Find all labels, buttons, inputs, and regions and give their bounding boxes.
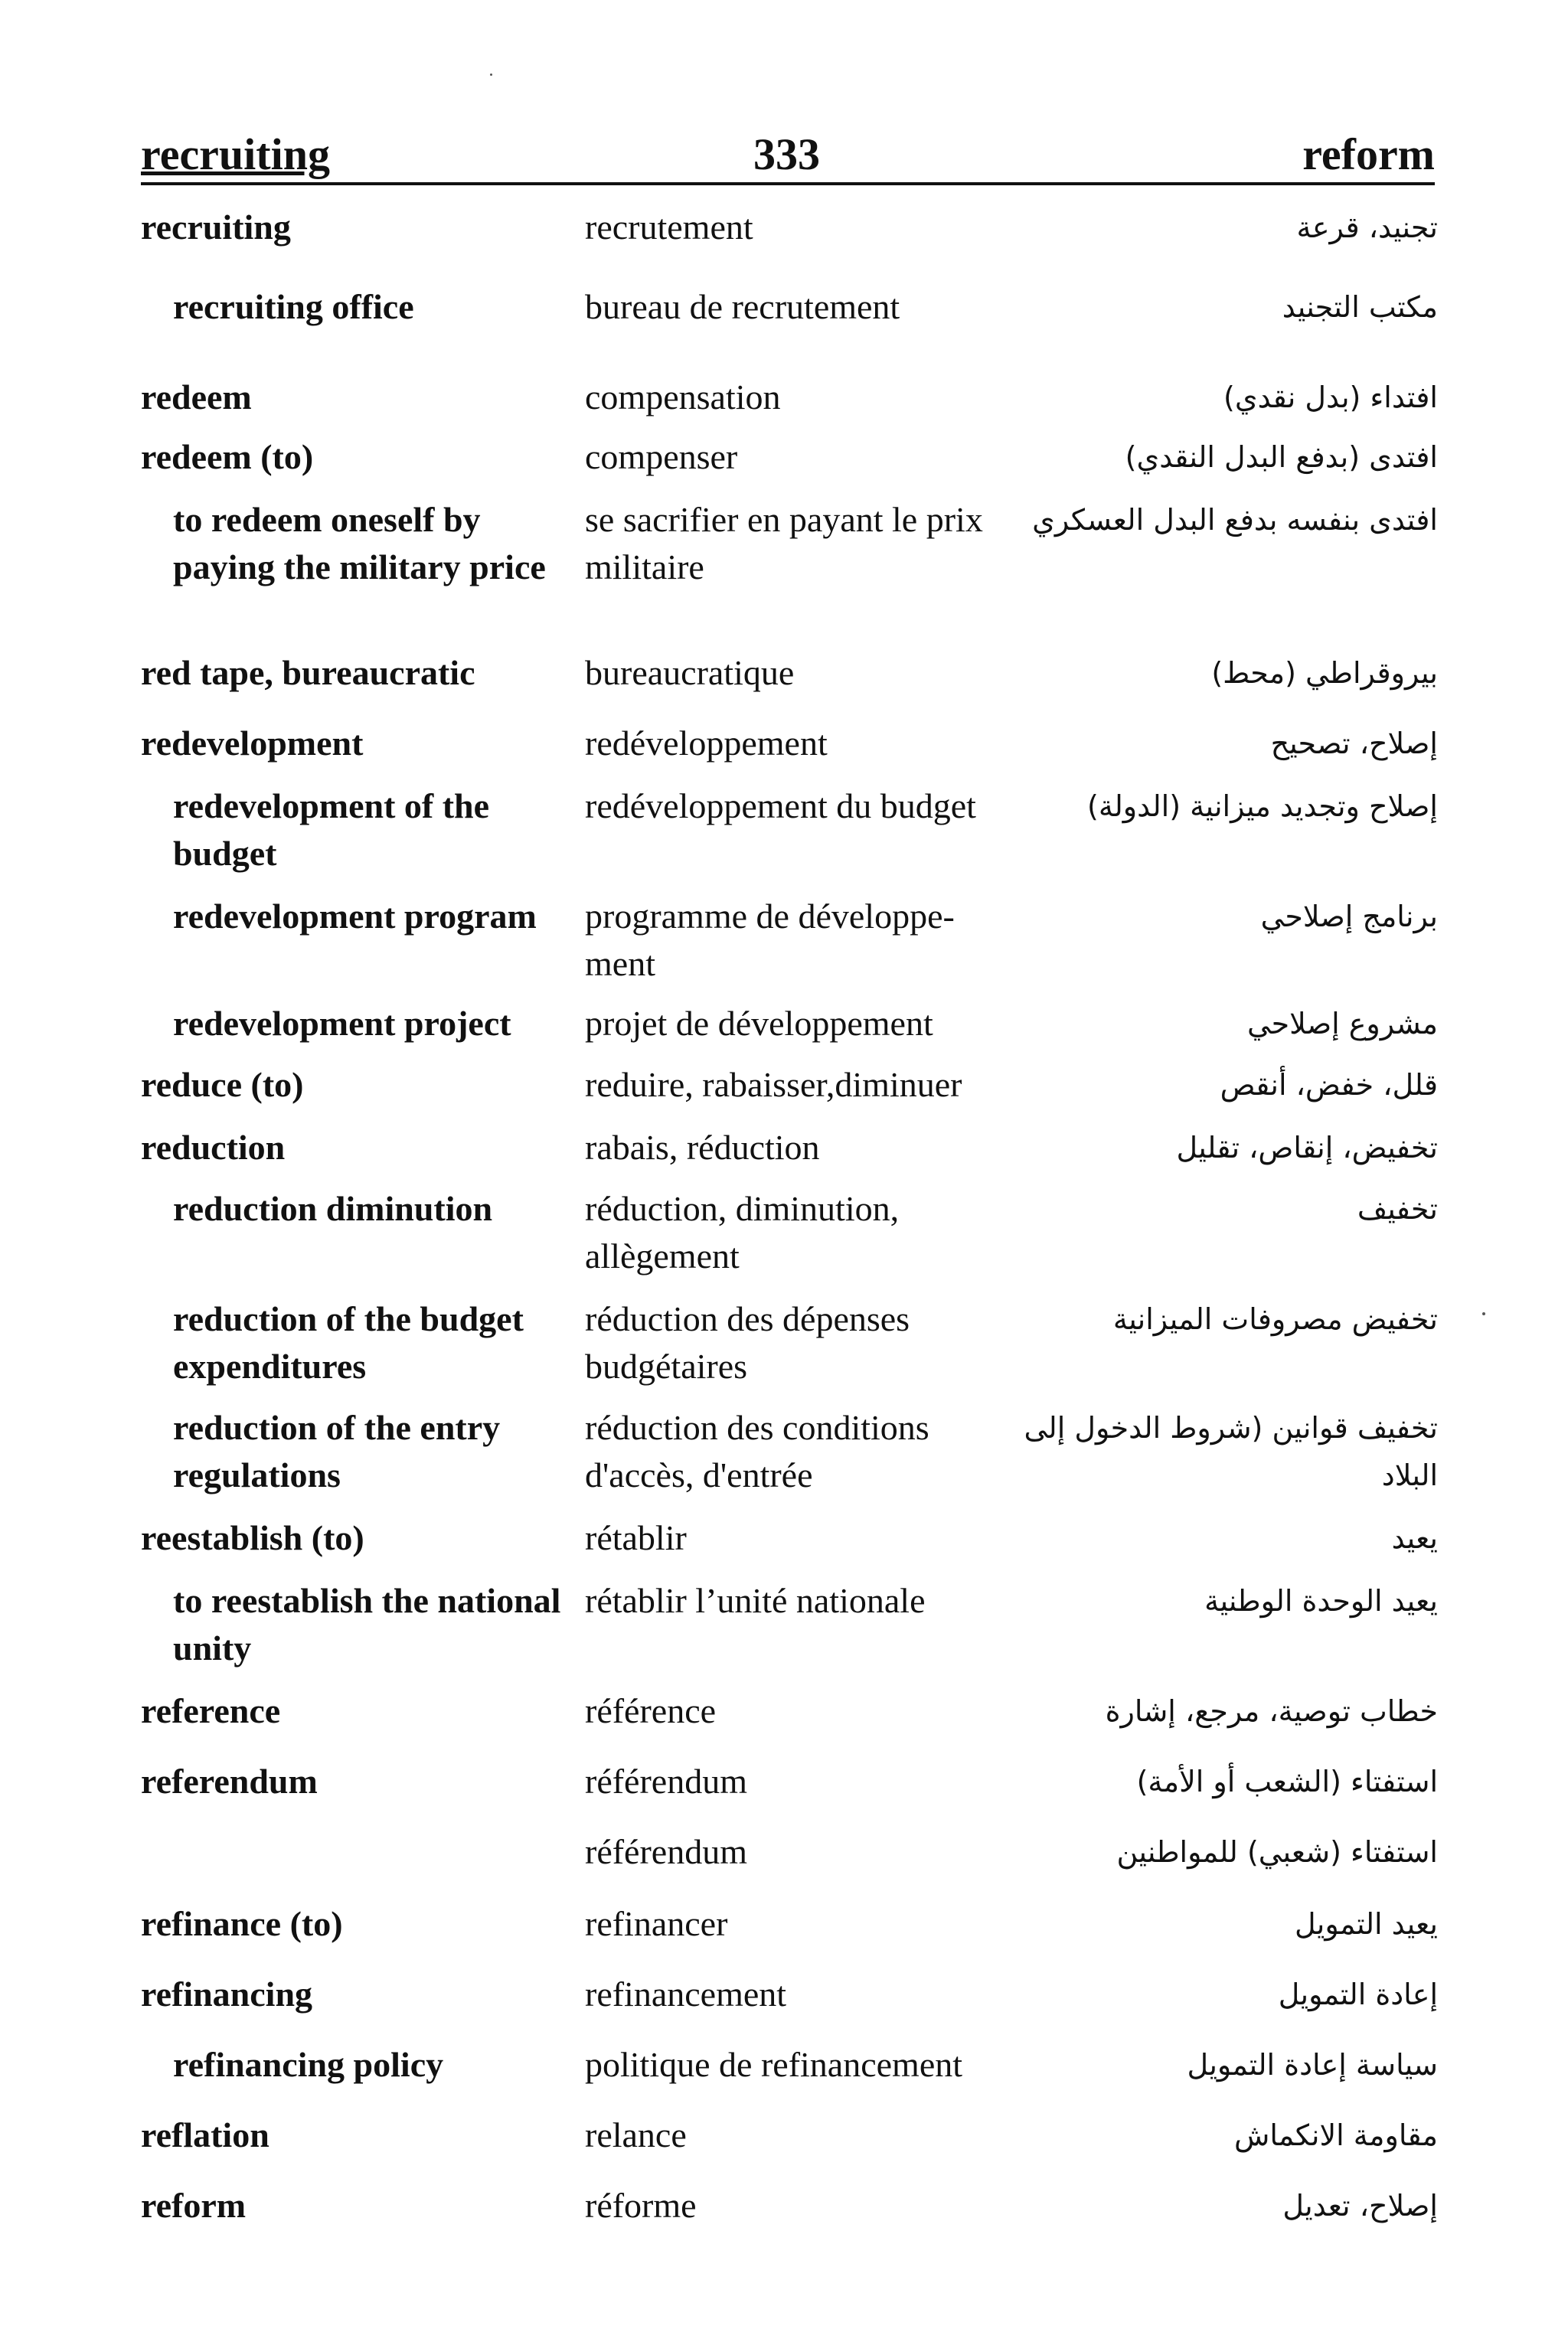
french-term: réforme bbox=[585, 2186, 697, 2225]
arabic-term: إصلاح وتجديد ميزانية (الدولة) bbox=[1087, 789, 1438, 823]
arabic-term: يعيد الوحدة الوطنية bbox=[1204, 1584, 1438, 1618]
english-term: redeem bbox=[141, 377, 252, 416]
arabic-term: مشروع إصلاحي bbox=[1247, 1007, 1438, 1040]
english-term: to redeem oneself by paying the military price bbox=[173, 500, 546, 586]
arabic-term: افتدى بنفسه بدفع البدل العسكري bbox=[1032, 503, 1438, 537]
arabic-term: إعادة التمويل bbox=[1278, 1978, 1438, 2011]
arabic-term: افتداء (بدل نقدي) bbox=[1223, 381, 1438, 414]
english-term: redevelopment program bbox=[173, 897, 537, 936]
french-term: bureau de recrutement bbox=[585, 287, 900, 326]
english-term: reduce (to) bbox=[141, 1065, 304, 1104]
french-term: politique de refinancement bbox=[585, 2045, 963, 2084]
french-term: programme de développe-ment bbox=[585, 897, 955, 983]
arabic-term: تخفيف bbox=[1357, 1192, 1438, 1226]
arabic-term: مكتب التجنيد bbox=[1282, 290, 1438, 324]
french-term: redéveloppement bbox=[585, 724, 828, 763]
header-last-word: reform bbox=[1302, 129, 1435, 179]
french-term: rabais, réduction bbox=[585, 1128, 820, 1167]
arabic-term: يعيد التمويل bbox=[1295, 1907, 1438, 1941]
english-term: to reestablish the national unity bbox=[173, 1581, 561, 1667]
french-term: référendum bbox=[585, 1762, 747, 1801]
french-term: réduction, diminution, allègement bbox=[585, 1189, 900, 1276]
arabic-term: تجنيد، قرعة bbox=[1296, 211, 1438, 244]
french-term: redéveloppement du budget bbox=[585, 786, 976, 825]
arabic-term: افتدى (بدفع البدل النقدي) bbox=[1125, 440, 1438, 474]
arabic-term: إصلاح، تعديل bbox=[1282, 2189, 1438, 2223]
arabic-term: بيروقراطي (محط) bbox=[1211, 656, 1438, 690]
french-term: relance bbox=[585, 2115, 687, 2154]
arabic-term: يعيد bbox=[1391, 1521, 1438, 1555]
english-term: redeem (to) bbox=[141, 437, 314, 476]
arabic-term: تخفيف قوانين (شروط الدخول إلى البلاد bbox=[1024, 1411, 1438, 1492]
french-term: rétablir l’unité nationale bbox=[585, 1581, 926, 1620]
arabic-term: استفتاء (شعبي) للمواطنين bbox=[1116, 1835, 1438, 1869]
french-term: recrutement bbox=[585, 207, 753, 247]
english-term: redevelopment project bbox=[173, 1004, 511, 1043]
french-term: se sacrifier en payant le prix militaire bbox=[585, 500, 983, 586]
french-term: référence bbox=[585, 1691, 717, 1730]
french-term: projet de développement bbox=[585, 1004, 933, 1043]
french-term: réduction des dépenses budgétaires bbox=[585, 1299, 910, 1386]
english-term: red tape, bureaucratic bbox=[141, 653, 475, 692]
french-term: bureaucratique bbox=[585, 653, 795, 692]
scan-speck bbox=[490, 73, 492, 76]
arabic-term: برنامج إصلاحي bbox=[1260, 900, 1438, 933]
header-first-word: recruiting bbox=[141, 129, 330, 179]
french-term: référendum bbox=[585, 1832, 747, 1871]
french-term: reduire, rabaisser,diminuer bbox=[585, 1065, 962, 1104]
scan-speck bbox=[1482, 1312, 1485, 1315]
english-term: redevelopment of the budget bbox=[173, 786, 490, 873]
arabic-term: خطاب توصية، مرجع، إشارة bbox=[1105, 1694, 1438, 1728]
english-term: redevelopment bbox=[141, 724, 364, 763]
arabic-term: تخفيض، إنقاص، تقليل bbox=[1176, 1131, 1438, 1164]
arabic-term: إصلاح، تصحيح bbox=[1270, 727, 1438, 760]
english-term: recruiting office bbox=[173, 287, 414, 326]
english-term: reduction bbox=[141, 1128, 286, 1167]
english-term: reference bbox=[141, 1691, 281, 1730]
arabic-term: تخفيض مصروفات الميزانية bbox=[1112, 1302, 1438, 1336]
english-term: recruiting bbox=[141, 207, 291, 247]
french-term: réduction des conditions d'accès, d'entrée bbox=[585, 1408, 929, 1494]
header-rule bbox=[141, 182, 1435, 185]
english-term: reestablish (to) bbox=[141, 1518, 364, 1557]
french-term: compensation bbox=[585, 377, 781, 416]
french-term: refinancement bbox=[585, 1975, 787, 2014]
english-term: reform bbox=[141, 2186, 247, 2225]
english-term: refinancing bbox=[141, 1975, 313, 2014]
french-term: refinancer bbox=[585, 1904, 728, 1943]
english-term: refinance (to) bbox=[141, 1904, 343, 1943]
arabic-term: مقاومة الانكماش bbox=[1233, 2118, 1438, 2152]
arabic-term: سياسة إعادة التمويل bbox=[1187, 2048, 1438, 2082]
page-number: 333 bbox=[753, 129, 820, 179]
arabic-term: قلل، خفض، أنقص bbox=[1220, 1068, 1438, 1102]
arabic-term: استفتاء (الشعب أو الأمة) bbox=[1136, 1765, 1438, 1798]
english-term: reduction of the entry regulations bbox=[173, 1408, 501, 1494]
french-term: compenser bbox=[585, 437, 738, 476]
english-term: referendum bbox=[141, 1762, 318, 1801]
english-term: reduction of the budget expenditures bbox=[173, 1299, 524, 1386]
english-term: refinancing policy bbox=[173, 2045, 444, 2084]
english-term: reflation bbox=[141, 2115, 270, 2154]
running-header bbox=[141, 129, 1435, 190]
english-term: reduction diminution bbox=[173, 1189, 493, 1228]
french-term: rétablir bbox=[585, 1518, 687, 1557]
